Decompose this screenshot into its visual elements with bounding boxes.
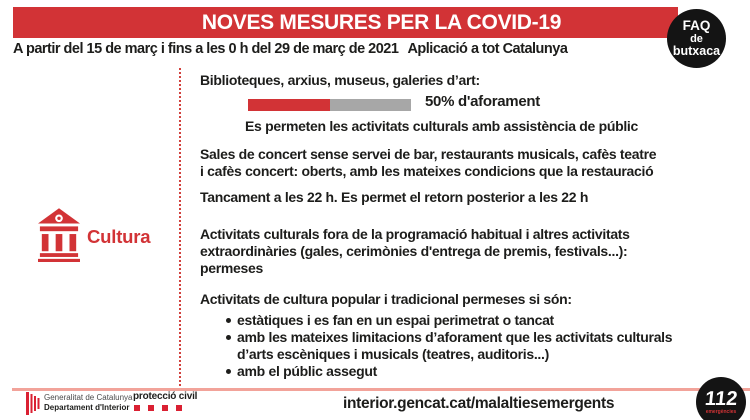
faq-badge-line2: de bbox=[690, 33, 703, 45]
popular-culture-bullet-2-line2: d’arts escèniques i musicals (teatres, auditoris...) bbox=[237, 346, 549, 362]
extraordinary-line3: permeses bbox=[200, 260, 263, 276]
generalitat-line1: Generalitat de Catalunya bbox=[44, 393, 133, 402]
concert-halls-line2: i cafès concert: oberts, amb les mateixes condicions que la restauració bbox=[200, 163, 654, 179]
generalitat-wordmark bbox=[44, 393, 133, 413]
proteccio-civil-logo bbox=[133, 391, 197, 411]
subtitle-scope: Aplicació a tot Catalunya bbox=[407, 41, 568, 57]
bullet-dot bbox=[226, 318, 231, 323]
extraordinary-line2: extraordinàries (gales, cerimònies d'entrega de premis, festivals...): bbox=[200, 243, 628, 259]
popular-culture-bullet-3: amb el públic assegut bbox=[237, 363, 377, 379]
extraordinary-line1: Activitats culturals fora de la programació habitual i altres activitats bbox=[200, 226, 630, 242]
generalitat-line2: Departament d'Interior bbox=[44, 403, 130, 412]
popular-culture-bullet-2-line1: amb les mateixes limitacions d’aforament que les activitats culturals bbox=[237, 329, 673, 345]
content-column bbox=[200, 0, 750, 420]
popular-culture-heading: Activitats de cultura popular i tradicional permeses si són: bbox=[200, 291, 572, 307]
emergency-112-badge bbox=[696, 377, 746, 420]
libraries-note: Es permeten les activitats culturals amb assistència de públic bbox=[245, 118, 639, 134]
footer-divider-line bbox=[12, 388, 750, 391]
bullet-dot bbox=[226, 369, 231, 374]
concert-halls-line1: Sales de concert sense servei de bar, restaurants musicals, cafès teatre bbox=[200, 146, 657, 162]
bullet-dot bbox=[226, 335, 231, 340]
occupancy-bar-fill bbox=[248, 99, 330, 111]
vertical-dotted-divider bbox=[179, 68, 181, 386]
libraries-heading: Biblioteques, arxius, museus, galeries d’art: bbox=[200, 72, 480, 88]
proteccio-civil-squares-icon bbox=[134, 405, 197, 411]
emergency-number: 112 bbox=[703, 387, 739, 410]
page-title: NOVES MESURES PER LA COVID-19 bbox=[201, 11, 562, 34]
popular-culture-bullet-1: estàtiques i es fan en un espai perimetrat o tancat bbox=[237, 312, 554, 328]
museum-icon bbox=[38, 208, 80, 267]
sector-label: Cultura bbox=[87, 226, 151, 247]
occupancy-bar bbox=[248, 99, 411, 111]
subtitle-period: A partir del 15 de març i fins a les 0 h del 29 de març de 2021 bbox=[13, 41, 399, 57]
occupancy-label: 50% d'aforament bbox=[425, 93, 540, 110]
faq-badge-line1: FAQ bbox=[682, 18, 711, 33]
proteccio-civil-label: protecció civil bbox=[133, 391, 198, 402]
emergency-label: emergències bbox=[705, 408, 737, 415]
faq-badge-line3: butxaca bbox=[672, 44, 721, 58]
generalitat-logo-icon bbox=[26, 392, 40, 420]
closing-time: Tancament a les 22 h. Es permet el retorn posterior a les 22 h bbox=[200, 189, 589, 205]
footer-url: interior.gencat.cat/malaltiesemergents bbox=[343, 395, 615, 412]
